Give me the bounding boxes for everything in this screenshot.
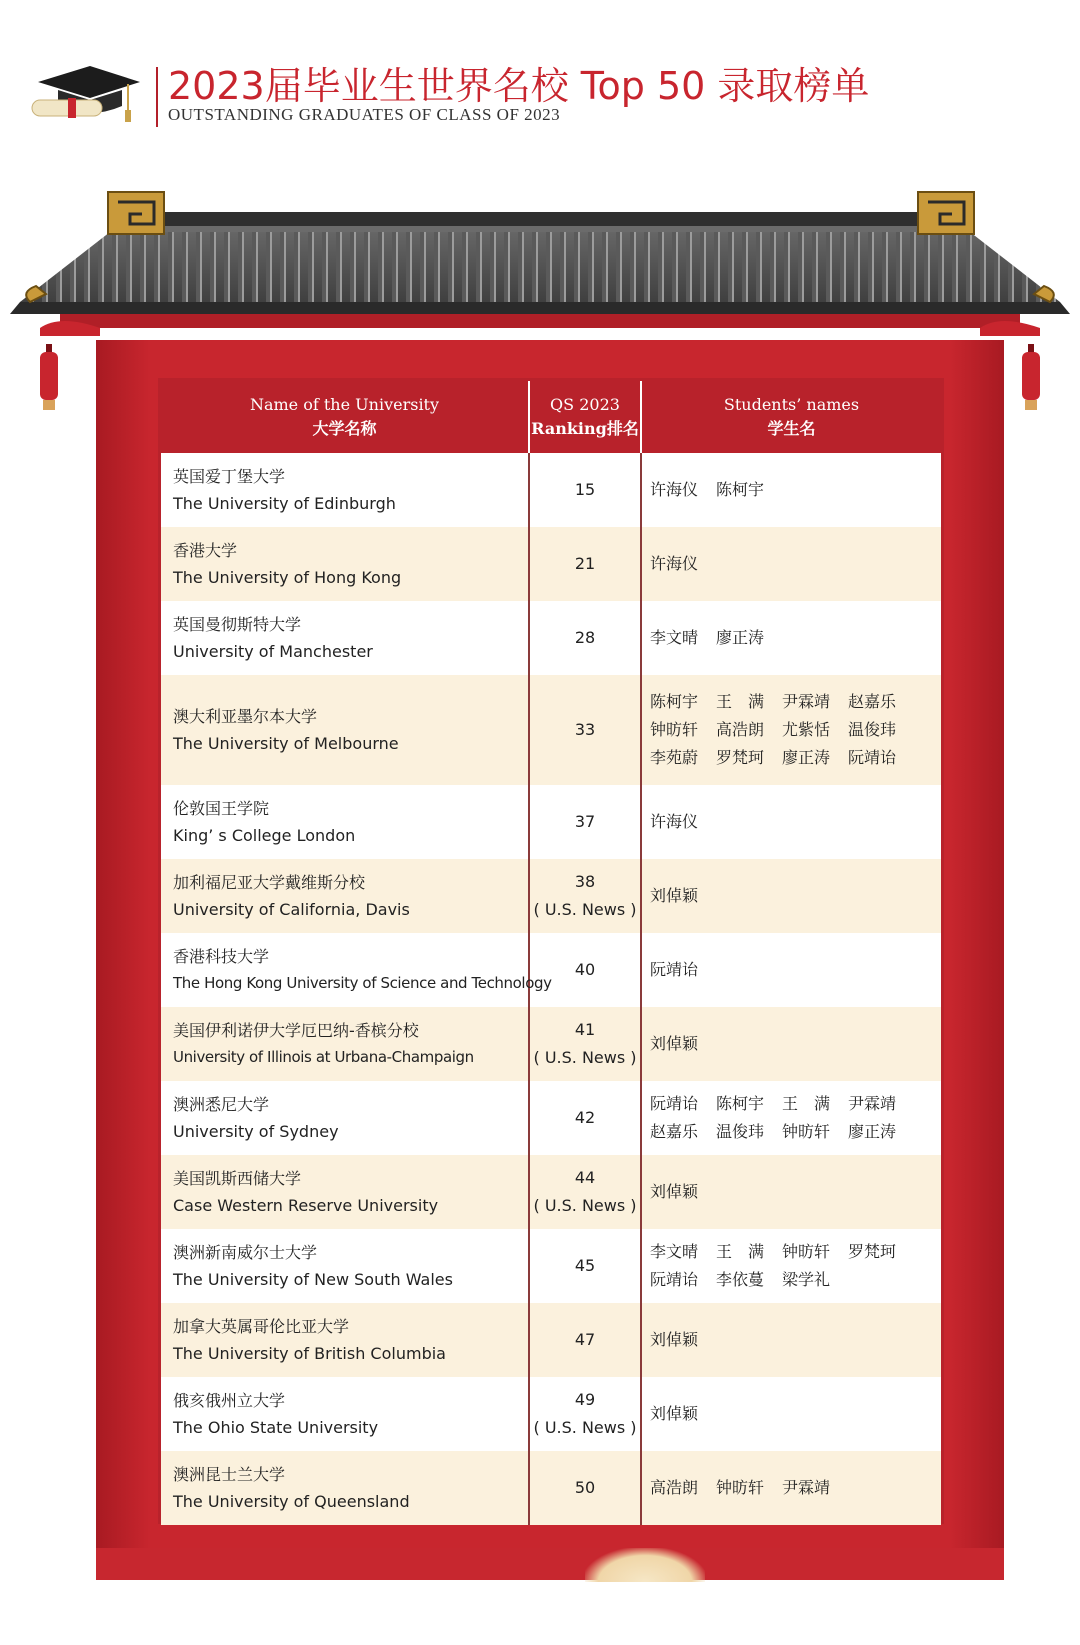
student-name: 刘倬颖 (650, 1182, 699, 1201)
ranking-value: 28 (574, 628, 596, 647)
students-cell (641, 1303, 941, 1377)
ranking-source-note: ( U.S. News ) (533, 900, 637, 919)
university-name-cn: 加利福尼亚大学戴维斯分校 (173, 873, 366, 892)
header-ranking-cn: Ranking排名 (531, 419, 639, 438)
university-name-cn: 澳洲悉尼大学 (173, 1095, 270, 1114)
student-name: 高浩朗 (716, 720, 765, 739)
student-name: 钟昉轩 (716, 1478, 765, 1497)
ranking-value: 44 (574, 1168, 596, 1187)
student-name: 王 满 (782, 1094, 831, 1113)
university-name-en: The University of British Columbia (173, 1344, 446, 1363)
table-row (161, 785, 941, 859)
ranking-cell (529, 1451, 641, 1525)
ranking-cell (529, 601, 641, 675)
student-name: 刘倬颖 (650, 1034, 699, 1053)
university-name-en: Case Western Reserve University (173, 1196, 439, 1215)
table-row (161, 601, 941, 675)
university-cell (161, 527, 529, 601)
university-cell (161, 675, 529, 785)
students-cell (641, 527, 941, 601)
header-university-en: Name of the University (249, 395, 440, 414)
student-name: 陈柯宇 (716, 480, 765, 499)
university-name-en: The University of Hong Kong (173, 568, 402, 587)
university-name-en: King’ s College London (173, 826, 356, 845)
graduation-cap-icon (28, 60, 148, 130)
university-name-cn: 美国伊利诺伊大学厄巴纳-香槟分校 (173, 1021, 419, 1040)
ranking-value: 49 (574, 1390, 596, 1409)
ranking-cell (529, 675, 641, 785)
university-name-cn: 澳洲昆士兰大学 (173, 1465, 286, 1484)
left-lantern (40, 352, 58, 400)
university-name-en: University of California, Davis (173, 900, 410, 919)
table-row (161, 859, 941, 933)
student-name: 尤紫恬 (782, 720, 831, 739)
student-name: 许海仪 (650, 554, 699, 573)
university-name-en: University of Illinois at Urbana-Champaign (173, 1048, 474, 1066)
student-name: 罗梵珂 (848, 1242, 897, 1261)
ranking-source-note: ( U.S. News ) (533, 1196, 637, 1215)
student-name: 温俊玮 (848, 720, 897, 739)
ranking-source-note: ( U.S. News ) (533, 1418, 637, 1437)
student-name: 陈柯宇 (716, 1094, 765, 1113)
student-name: 王 满 (716, 692, 765, 711)
student-name: 廖正涛 (848, 1122, 897, 1141)
university-name-cn: 澳洲新南威尔士大学 (173, 1243, 318, 1262)
students-cell (641, 1081, 941, 1155)
ranking-cell (529, 1303, 641, 1377)
ranking-cell (529, 1155, 641, 1229)
ranking-cell (529, 1081, 641, 1155)
ranking-value: 21 (574, 554, 596, 573)
ranking-value: 42 (574, 1108, 596, 1127)
ranking-source-note: ( U.S. News ) (533, 1048, 637, 1067)
university-cell (161, 453, 529, 527)
university-name-cn: 美国凯斯西储大学 (173, 1169, 302, 1188)
university-cell (161, 1081, 529, 1155)
ranking-cell (529, 527, 641, 601)
students-cell (641, 1229, 941, 1303)
table-body (161, 453, 941, 1525)
ranking-value: 37 (574, 812, 596, 831)
students-cell (641, 785, 941, 859)
table-row (161, 527, 941, 601)
students-cell (641, 1451, 941, 1525)
university-name-en: The University of Queensland (173, 1492, 410, 1511)
header-university-cn: 大学名称 (312, 419, 377, 438)
university-cell (161, 1303, 529, 1377)
ranking-cell (529, 1229, 641, 1303)
table-row (161, 1007, 941, 1081)
university-name-en: The University of New South Wales (173, 1270, 453, 1289)
table-row (161, 1229, 941, 1303)
student-name: 钟昉轩 (782, 1122, 831, 1141)
students-cell (641, 1155, 941, 1229)
floor-ornament (585, 1548, 705, 1582)
table-header-row (161, 381, 941, 453)
ranking-cell (529, 933, 641, 1007)
student-name: 李依蔓 (716, 1270, 765, 1289)
ranking-cell (529, 1007, 641, 1081)
header-students (641, 381, 941, 453)
student-name: 罗梵珂 (716, 748, 765, 767)
header-university (161, 381, 529, 453)
student-name: 尹霖靖 (782, 1478, 831, 1497)
ranking-panel (158, 378, 944, 1524)
ranking-value: 45 (574, 1256, 596, 1275)
page-header (28, 55, 928, 135)
student-name: 廖正涛 (716, 628, 765, 647)
students-cell (641, 675, 941, 785)
ranking-value: 15 (574, 480, 596, 499)
university-name-cn: 英国爱丁堡大学 (173, 467, 286, 486)
student-name: 李苑蔚 (650, 748, 699, 767)
university-name-cn: 俄亥俄州立大学 (173, 1391, 286, 1410)
student-name: 刘倬颖 (650, 1404, 699, 1423)
ranking-value: 40 (574, 960, 596, 979)
student-name: 阮靖诒 (650, 1270, 699, 1289)
university-cell (161, 1451, 529, 1525)
university-cell (161, 1155, 529, 1229)
students-cell (641, 601, 941, 675)
ranking-cell (529, 453, 641, 527)
university-cell (161, 1377, 529, 1451)
table-row (161, 1155, 941, 1229)
student-name: 刘倬颖 (650, 1330, 699, 1349)
students-cell (641, 1377, 941, 1451)
table-row (161, 1377, 941, 1451)
student-name: 廖正涛 (782, 748, 831, 767)
student-name: 温俊玮 (716, 1122, 765, 1141)
students-cell (641, 1007, 941, 1081)
university-cell (161, 1229, 529, 1303)
student-name: 陈柯宇 (650, 692, 699, 711)
page-subtitle: OUTSTANDING GRADUATES OF CLASS OF 2023 (168, 105, 561, 124)
ranking-value: 41 (574, 1020, 596, 1039)
header-ranking-en: QS 2023 (550, 395, 620, 414)
university-name-cn: 香港科技大学 (173, 947, 270, 966)
university-name-en: University of Sydney (173, 1122, 339, 1141)
header-students-cn: 学生名 (767, 419, 816, 438)
student-name: 尹霖靖 (782, 692, 831, 711)
university-cell (161, 601, 529, 675)
table-row (161, 1303, 941, 1377)
header-ranking (529, 381, 641, 453)
ranking-value: 47 (574, 1330, 596, 1349)
student-name: 赵嘉乐 (650, 1122, 699, 1141)
student-name: 高浩朗 (650, 1478, 699, 1497)
university-cell (161, 785, 529, 859)
student-name: 赵嘉乐 (848, 692, 897, 711)
university-name-cn: 香港大学 (173, 541, 238, 560)
student-name: 阮靖诒 (848, 748, 897, 767)
university-name-cn: 加拿大英属哥伦比亚大学 (173, 1317, 350, 1336)
student-name: 许海仪 (650, 812, 699, 831)
ranking-cell (529, 785, 641, 859)
ranking-cell (529, 1377, 641, 1451)
university-name-cn: 澳大利亚墨尔本大学 (173, 707, 318, 726)
student-name: 尹霖靖 (848, 1094, 897, 1113)
students-cell (641, 453, 941, 527)
university-name-cn: 伦敦国王学院 (173, 799, 270, 818)
ranking-value: 38 (574, 872, 596, 891)
university-name-en: University of Manchester (173, 642, 373, 661)
university-cell (161, 1007, 529, 1081)
student-name: 阮靖诒 (650, 1094, 699, 1113)
header-students-en: Students’ names (723, 395, 860, 414)
student-name: 李文晴 (650, 628, 699, 647)
university-cell (161, 933, 552, 1007)
student-name: 钟昉轩 (650, 720, 699, 739)
university-name-cn: 英国曼彻斯特大学 (173, 615, 302, 634)
ranking-cell (529, 859, 641, 933)
students-cell (641, 859, 941, 933)
student-name: 梁学礼 (782, 1270, 831, 1289)
student-name: 李文晴 (650, 1242, 699, 1261)
right-lantern (1022, 352, 1040, 400)
ranking-value: 50 (574, 1478, 596, 1497)
university-name-en: The University of Melbourne (173, 734, 399, 753)
student-name: 许海仪 (650, 480, 699, 499)
university-name-en: The Hong Kong University of Science and Technology (173, 974, 552, 992)
ranking-table (161, 381, 941, 1525)
student-name: 王 满 (716, 1242, 765, 1261)
student-name: 钟昉轩 (782, 1242, 831, 1261)
title-divider (156, 67, 158, 127)
students-cell (641, 933, 941, 1007)
table-row (161, 1451, 941, 1525)
page-title: 2023届毕业生世界名校 Top 50 录取榜单 (168, 64, 870, 108)
table-row (161, 453, 941, 527)
table-row (161, 675, 941, 785)
student-name: 刘倬颖 (650, 886, 699, 905)
ranking-value: 33 (574, 720, 596, 739)
table-row (161, 1081, 941, 1155)
university-cell (161, 859, 529, 933)
university-name-en: The Ohio State University (173, 1418, 379, 1437)
table-row (161, 933, 941, 1007)
student-name: 阮靖诒 (650, 960, 699, 979)
university-name-en: The University of Edinburgh (173, 494, 396, 513)
gate-base (96, 1548, 1004, 1580)
